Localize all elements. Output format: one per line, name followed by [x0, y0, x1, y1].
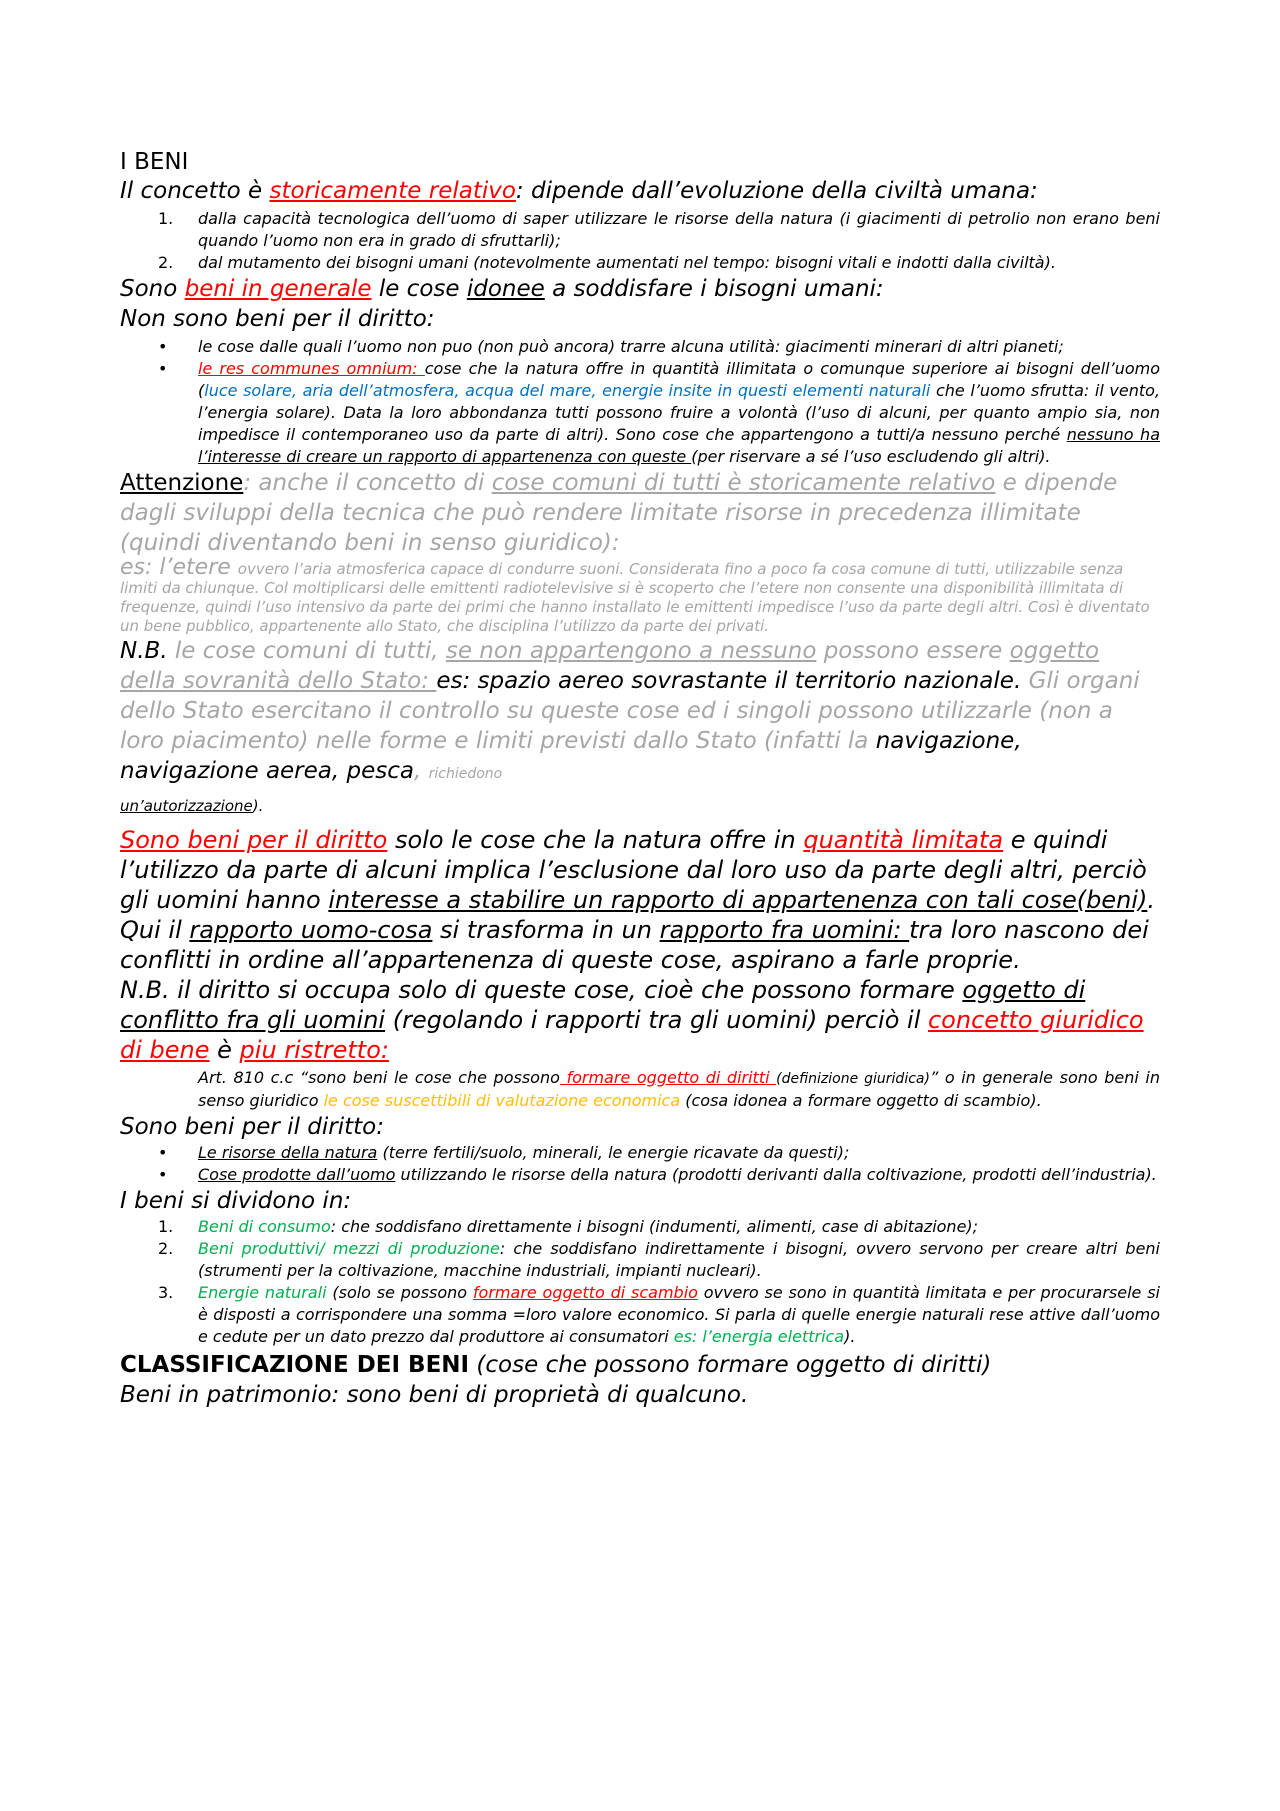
article-810-quote: Art. 810 c.c “sono beni le cose che possono formare oggetto di diritti (definizione giuridica)” o in generale sono beni in senso giuridico le cose suscettibili di valutazione economica (cosa idonea a formare oggetto di scambio). — [198, 1068, 1161, 1110]
classification-heading: CLASSIFICAZIONE DEI BENI (cose che possono formare oggetto di diritti) — [120, 1352, 992, 1378]
law-goods-paragraph: Sono beni per il diritto solo le cose che la natura offre in quantità limitata e quindi l’utilizzo da parte di alcuni implica l’esclusione dal loro uso da parte degli altri, perciò gli uomini hanno interesse a stabilire un rapporto di appartenenza con tali cose(beni). Qui il rapporto uomo-cosa si trasforma in un rapporto fra uomini: tra loro nascono dei conflitti in ordine all’appartenenza di queste cose, aspirano a farle proprie. — [120, 826, 1155, 974]
list-item: • le res communes omnium: cose che la natura offre in quantità illimitata o comunque superiore ai bisogni dell’uomo (luce solare, aria dell’atmosfera, acqua del mare, energie insite in questi elementi naturali che l’uomo sfrutta: il vento, l’energia solare). Data la loro abbondanza tutti possono fruire a volontà (l’uso di alcuni, per quanto ampio sia, non impedisce il contemporaneo uso da parte di altri). Sono cose che appartengono a tutti/a nessuno perché nessuno ha l’interesse di creare un rapporto di appartenenza con queste (per riservare a sé l’uso escludendo gli altri). — [158, 359, 1161, 466]
intro-list — [120, 208, 1160, 274]
not-goods-list — [120, 336, 1160, 468]
nb-legal-paragraph: N.B. il diritto si occupa solo di queste cose, cioè che possono formare oggetto di conflitto fra gli uomini (regolando i rapporti tra gli uomini) perciò il concetto giuridico di bene è piu ristretto: — [120, 976, 1144, 1064]
list-item: • Le risorse della natura (terre fertili/suolo, minerali, le energie ricavate da questi); — [158, 1143, 850, 1162]
bullet-icon: • — [158, 359, 168, 378]
ether-example: es: l’etere ovvero l’aria atmosferica capace di condurre suoni. Considerata fino a poco fa cosa comune di tutti, utilizzabile senza limiti da chiunque. Col moltiplicarsi delle emittenti radiotelevisive si è scoperto che l’etere non consente una disponibilità illimitata di frequenze, quindi l’uso intensivo da parte dei primi che hanno installato le emittenti impedisce l’uso da parte degli altri. Così è diventato un bene pubblico, appartenente allo Stato, che disciplina l’utilizzo da parte dei privati. — [120, 555, 1150, 635]
bullet-icon: • — [158, 1143, 168, 1162]
attention-paragraph: Attenzione: anche il concetto di cose comuni di tutti è storicamente relativo e dipende dagli sviluppi della tecnica che può rendere limitate risorse in precedenza illimitate (quindi diventando beni in senso giuridico): — [120, 470, 1118, 556]
nb-sovereignty-paragraph: N.B. le cose comuni di tutti, se non appartengono a nessuno possono essere oggetto della sovranità dello Stato: es: spazio aereo sovrastante il territorio nazionale. Gli organi dello Stato esercitano il controllo su queste cose ed i singoli possono utilizzarle (non a loro piacimento) nelle forme e limiti previsti dallo Stato (infatti la navigazione, navigazione aerea, pesca, richiedono un’autorizzazione). — [120, 638, 1140, 815]
law-goods-list — [120, 1142, 1160, 1186]
intro-paragraph: Il concetto è storicamente relativo: dipende dall’evoluzione della civiltà umana: — [120, 178, 1038, 204]
highlight-red: storicamente relativo — [269, 178, 516, 204]
not-goods-heading: Non sono beni per il diritto: — [120, 306, 435, 332]
divide-heading: I beni si dividono in: — [120, 1188, 352, 1214]
list-item: • le cose dalle quali l’uomo non puo (non può ancora) trarre alcuna utilità: giacimenti minerari di altri pianeti; — [158, 337, 1064, 356]
bullet-icon: • — [158, 337, 168, 356]
list-item: 3. Energie naturali (solo se possono formare oggetto di scambio ovvero se sono in quantità limitata e per procurarsele si è disposti a corrispondere una somma =loro valore economico. Si parla di quelle energie naturali rese attive dall’uomo e cedute per un dato prezzo dal produttore ai consumatori es: l’energia elettrica). — [158, 1283, 1160, 1346]
bullet-icon: • — [158, 1165, 168, 1184]
divide-list — [120, 1216, 1160, 1348]
general-goods-paragraph: Sono beni in generale le cose idonee a soddisfare i bisogni umani: — [120, 276, 884, 302]
list-item: 1. Beni di consumo: che soddisfano direttamente i bisogni (indumenti, alimenti, case di abitazione); — [158, 1217, 979, 1236]
list-item: 2. Beni produttivi/ mezzi di produzione: che soddisfano indirettamente i bisogni, ovvero servono per creare altri beni (strumenti per la coltivazione, macchine industriali, impianti nucleari). — [158, 1239, 1161, 1280]
list-item: 1. dalla capacità tecnologica dell’uomo di saper utilizzare le risorse della natura (i giacimenti di petrolio non erano beni quando l’uomo non era in grado di sfruttarli); — [158, 209, 1160, 250]
document-page — [120, 148, 1160, 1410]
document-title: I BENI — [120, 149, 189, 175]
law-goods-heading: Sono beni per il diritto: — [120, 1114, 384, 1140]
list-item: 2. dal mutamento dei bisogni umani (notevolmente aumentati nel tempo: bisogni vitali e indotti dalla civiltà). — [158, 253, 1056, 272]
patrimony-paragraph: Beni in patrimonio: sono beni di proprietà di qualcuno. — [120, 1382, 749, 1408]
list-item: • Cose prodotte dall’uomo utilizzando le risorse della natura (prodotti derivanti dalla coltivazione, prodotti dell’industria). — [158, 1165, 1157, 1184]
